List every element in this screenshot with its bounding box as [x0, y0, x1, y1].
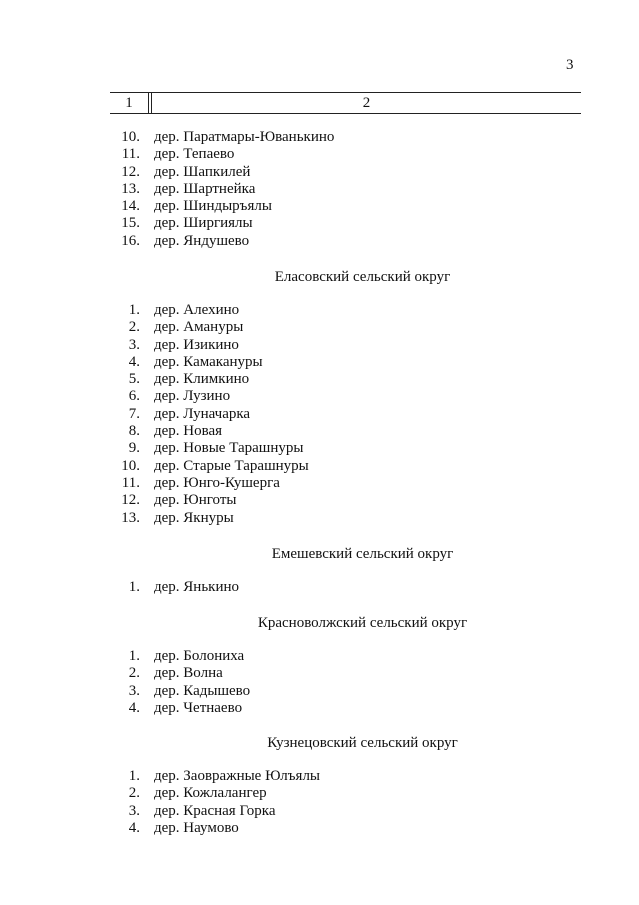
list-item-number: 1. [128, 768, 140, 784]
list-item [0, 406, 639, 423]
list-item-number: 8. [128, 423, 140, 440]
list-item-number: 2. [128, 665, 140, 682]
list-item-name: дер. Янькино [154, 579, 240, 595]
list-item [0, 700, 639, 717]
list-item-number: 2. [128, 319, 140, 336]
list-item-number: 6. [128, 388, 140, 405]
section-list [0, 768, 639, 837]
list-item [0, 820, 639, 837]
list-item-number: 4. [128, 353, 140, 370]
table-header-col2: 2 [362, 95, 371, 111]
list-item-number: 2. [128, 785, 140, 802]
section-list [0, 579, 639, 596]
list-item [0, 785, 639, 802]
list-item [0, 146, 639, 163]
list-item-name: дер. Кадышево [154, 682, 251, 699]
list-item-number: 4. [128, 819, 140, 836]
list-item-number: 11. [121, 146, 140, 163]
table-header-col1: 1 [125, 95, 133, 111]
list-item-name: дер. Четнаево [154, 699, 243, 716]
list-item [0, 665, 639, 682]
list-item-number: 12. [121, 163, 140, 180]
list-item-number: 1. [128, 648, 140, 664]
list-item-number: 10. [121, 457, 140, 474]
list-item-name: дер. Климкино [154, 371, 250, 388]
list-item-number: 15. [121, 215, 140, 232]
page-number: 3 [566, 57, 574, 73]
list-item-name: дер. Шиндыръялы [154, 198, 272, 215]
list-item [0, 492, 639, 509]
list-item [0, 319, 639, 336]
list-item-name: дер. Амануры [154, 319, 244, 336]
list-item-name: дер. Юнго-Кушерга [154, 474, 280, 491]
list-item [0, 233, 639, 250]
list-item [0, 181, 639, 198]
list-item [0, 164, 639, 181]
list-item [0, 354, 639, 371]
list-item [0, 302, 639, 319]
table-header-divider [148, 93, 149, 113]
list-item-name: дер. Алехино [154, 302, 240, 318]
list-item-name: дер. Яндушево [154, 232, 250, 249]
list-item [0, 371, 639, 388]
list-item [0, 423, 639, 440]
list-item [0, 475, 639, 492]
list-item-number: 9. [128, 440, 140, 457]
list-item-name: дер. Болониха [154, 648, 245, 664]
list-item [0, 440, 639, 457]
table-header [110, 92, 581, 114]
list-item [0, 215, 639, 232]
intro-list [0, 129, 639, 250]
list-item [0, 803, 639, 820]
list-item-name: дер. Ширгиялы [154, 215, 253, 232]
list-item-number: 13. [121, 509, 140, 526]
list-item-name: дер. Волна [154, 665, 223, 682]
list-item [0, 198, 639, 215]
list-item-name: дер. Красная Горка [154, 802, 276, 819]
list-item [0, 648, 639, 665]
list-item-number: 14. [121, 198, 140, 215]
list-item-name: дер. Юнготы [154, 492, 237, 509]
list-item-name: дер. Новые Тарашнуры [154, 440, 304, 457]
list-item [0, 683, 639, 700]
list-item-name: дер. Кожлалангер [154, 785, 267, 802]
section-title: Емешевский сельский округ [271, 546, 454, 562]
list-item-number: 13. [121, 180, 140, 197]
section-list [0, 302, 639, 527]
list-item-number: 3. [128, 336, 140, 353]
list-item-number: 16. [121, 232, 140, 249]
section-list [0, 648, 639, 717]
list-item-name: дер. Изикино [154, 336, 239, 353]
list-item [0, 579, 639, 596]
list-item-number: 5. [128, 371, 140, 388]
list-item-name: дер. Новая [154, 423, 223, 440]
section-title: Кузнецовский сельский округ [267, 735, 458, 751]
list-item-number: 12. [121, 492, 140, 509]
list-item [0, 458, 639, 475]
list-item-name: дер. Шапкилей [154, 163, 251, 180]
list-item-name: дер. Шартнейка [154, 180, 256, 197]
list-item-name: дер. Тепаево [154, 146, 235, 163]
list-item-name: дер. Якнуры [154, 509, 234, 526]
list-item-name: дер. Паратмары-Юванькино [154, 129, 335, 145]
list-item [0, 337, 639, 354]
list-item [0, 510, 639, 527]
list-item-name: дер. Камакануры [154, 353, 263, 370]
list-item-number: 10. [121, 129, 140, 145]
list-item [0, 388, 639, 405]
list-item-number: 3. [128, 682, 140, 699]
list-item [0, 768, 639, 785]
list-item-number: 11. [121, 474, 140, 491]
list-item [0, 129, 639, 146]
list-item-number: 1. [128, 579, 140, 595]
list-item-name: дер. Луначарка [154, 405, 251, 422]
list-item-name: дер. Заовражные Юлъялы [154, 768, 321, 784]
section-title: Красноволжский сельский округ [257, 615, 468, 631]
list-item-name: дер. Старые Тарашнуры [154, 457, 309, 474]
list-item-name: дер. Наумово [154, 819, 239, 836]
list-item-number: 1. [128, 302, 140, 318]
list-item-number: 4. [128, 699, 140, 716]
list-item-name: дер. Лузино [154, 388, 231, 405]
list-item-number: 3. [128, 802, 140, 819]
section-title: Еласовский сельский округ [274, 269, 451, 285]
list-item-number: 7. [128, 405, 140, 422]
